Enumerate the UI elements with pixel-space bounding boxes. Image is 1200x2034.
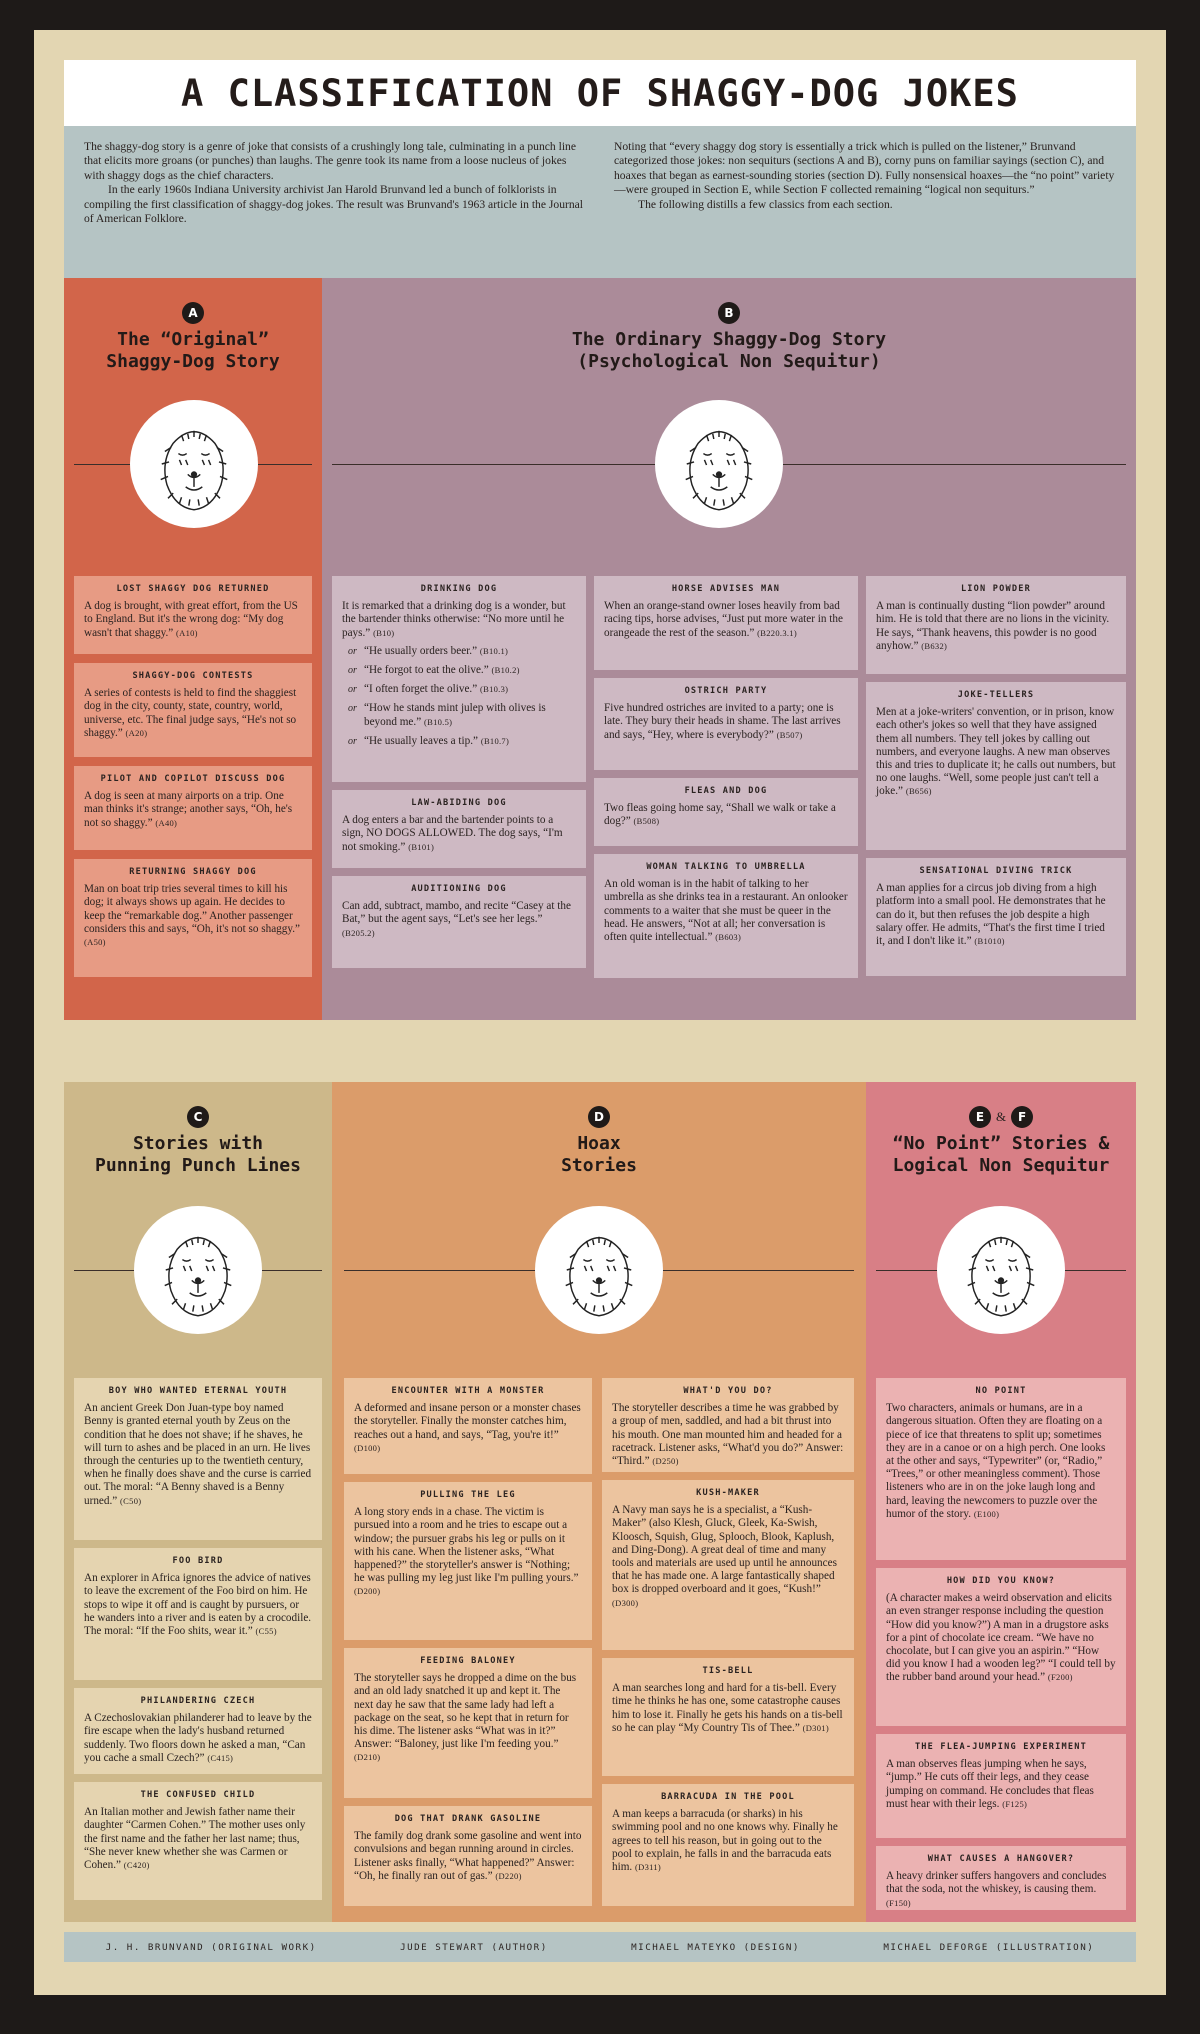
section-badge: B: [718, 302, 740, 324]
section-b: [322, 278, 1136, 1020]
alternate-text: [364, 664, 520, 677]
alternate-punchlines: [342, 645, 576, 748]
title-bar: [64, 60, 1136, 126]
card-body: [84, 600, 302, 640]
alternate-quote: “I often forget the olive.”: [364, 683, 478, 696]
card-title: JOKE-TELLERS: [957, 690, 1035, 700]
card-body: [876, 882, 1116, 948]
credit-item: JUDE STEWART (AUTHOR): [400, 1941, 548, 1953]
card-text: A long story ends in a chase. The victim is pursued into a room and he tries to escape out a window; the pursuer grabs his leg or pulls on it with his cane. When the listener asks, “What happened?” the storyteller's answer is “Nothing; he was pulling my leg just like I'm pulling yours.”: [354, 1506, 579, 1585]
section-title-line: The “Original”: [117, 329, 269, 350]
page-title: A CLASSIFICATION OF SHAGGY-DOG JOKES: [181, 71, 1019, 115]
section-title-line: Stories with: [132, 1133, 264, 1154]
card-text: A series of contests is held to find the shaggiest dog in the city, county, state, country, world, universe, etc. The final judge says, “He's not so shaggy.”: [84, 687, 297, 739]
card-body: [354, 1830, 582, 1883]
card-body: [612, 1402, 844, 1468]
poster-frame: [34, 30, 1166, 1995]
motif-code: (B1010): [974, 936, 1005, 947]
card-title: TIS-BELL: [702, 1666, 754, 1676]
joke-card: [876, 1734, 1126, 1838]
motif-code: (B10): [373, 627, 395, 638]
section-badge: D: [588, 1106, 610, 1128]
joke-card: [602, 1658, 854, 1776]
card-title: BARRACUDA IN THE POOL: [661, 1792, 795, 1802]
card-body: [84, 1572, 312, 1638]
card-text: A man applies for a circus job diving from a high platform into a small pool. He demonstrates that he can do it, but then refuses the job despite a high salary offer. He admits, “That's the first time I tried it, and I don't like it.”: [876, 882, 1106, 948]
motif-code: (B656): [905, 786, 932, 797]
card-body: [84, 1712, 312, 1765]
section-title-line: (Psychological Non Sequitur): [577, 351, 881, 372]
dog-with-sunglasses-icon: [130, 400, 258, 528]
section-c-header: [64, 1082, 332, 1177]
section-a-header: [64, 278, 322, 373]
card-body: [342, 900, 576, 940]
alternate-quote: “He usually leaves a tip.”: [364, 734, 479, 747]
motif-code: (A10): [176, 627, 198, 638]
motif-code: (B220.3.1): [757, 627, 797, 638]
card-title: WHAT CAUSES A HANGOVER?: [927, 1854, 1075, 1864]
card-title: LOST SHAGGY DOG RETURNED: [116, 584, 270, 594]
motif-code: (D100): [354, 1442, 381, 1453]
alternate-text: [364, 735, 509, 748]
motif-code: (B10.7): [480, 735, 510, 746]
motif-code: (D301): [802, 1722, 829, 1733]
card-text: A deformed and insane person or a monster chases the storyteller. Finally the monster catches him, reaches out a hand, and says, “Tag, you're it!”: [354, 1402, 581, 1441]
intro-paragraph: The following distills a few classics from each section.: [638, 197, 893, 211]
section-title-line: Logical Non Sequitur: [892, 1155, 1110, 1176]
section-title: [332, 1133, 866, 1177]
card-body: [342, 600, 576, 640]
joke-card: [332, 876, 586, 968]
card-title: OSTRICH PARTY: [684, 686, 768, 696]
alternate-punchline: [342, 702, 576, 728]
shaggy-dog-bows-icon: [134, 1206, 262, 1334]
motif-code: (D250): [652, 1456, 679, 1467]
card-title: DOG THAT DRANK GASOLINE: [394, 1814, 542, 1824]
joke-card: [344, 1378, 592, 1474]
section-title-line: Punning Punch Lines: [95, 1155, 301, 1176]
card-body: [876, 706, 1116, 798]
card-title: WOMAN TALKING TO UMBRELLA: [646, 862, 806, 872]
motif-code: (B205.2): [342, 927, 375, 938]
intro-paragraph: The shaggy-dog story is a genre of joke that consists of a crushingly long tale, culminating in a punch line that elicits more groans (or punches) than laughs. The genre took its name from a loose nucleus of jokes with shaggy dogs as the chief characters.: [84, 140, 576, 182]
bearded-dog-icon: [937, 1206, 1065, 1334]
card-text: A man keeps a barracuda (or sharks) in his swimming pool and no one knows why. Finally he agrees to tell his reason, but in going out to the pool to explain, he falls in and the barracuda eats him.: [612, 1808, 838, 1874]
card-title: NO POINT: [975, 1386, 1027, 1396]
card-body: [886, 1758, 1116, 1811]
motif-code: (F150): [886, 1897, 911, 1908]
card-text: The storyteller describes a time he was grabbed by a group of men, saddled, and had a bit thrust into his mouth. One man mounted him and headed for a racetrack. Listener asks, “What'd you do?” Answer: “Third.”: [612, 1402, 844, 1468]
card-text: A man searches long and hard for a tis-bell. Every time he thinks he has one, some catastrophe causes him to lose it. Finally he gets his hands on a tis-bell so he can play “My Country Tis of Thee.”: [612, 1682, 843, 1734]
card-text: Can add, subtract, mambo, and recite “Casey at the Bat,” but the agent says, “Let's see her legs.”: [342, 900, 571, 926]
motif-code: (B101): [408, 841, 435, 852]
section-title-line: Shaggy-Dog Story: [106, 351, 280, 372]
ampersand: &: [995, 1109, 1007, 1125]
card-title: KUSH-MAKER: [696, 1488, 760, 1498]
motif-code: (B10.3): [479, 684, 509, 695]
alternate-text: [364, 683, 508, 696]
card-text: (A character makes a weird observation and elicits an even stranger response including the question “How did you know?”) A man in a drugstore asks for a pint of chocolate ice cream. “We have no chocolate, but I can give you an aspirin.” “How did you know I had a wooden leg?” “I could tell by the rubber band around your head.”: [886, 1592, 1116, 1684]
alternate-quote: “He forgot to eat the olive.”: [364, 664, 489, 677]
joke-card: [74, 1548, 322, 1680]
motif-code: (F125): [1002, 1798, 1028, 1809]
credit-item: MICHAEL DEFORGE (ILLUSTRATION): [883, 1941, 1095, 1953]
card-text: The family dog drank some gasoline and went into convulsions and began running around in circles. Listener asks finally, “What happened?” Answer: “Oh, he finally ran out of gas.”: [354, 1830, 582, 1882]
joke-card: [74, 663, 312, 757]
card-text: Two fleas going home say, “Shall we walk or take a dog?”: [604, 802, 836, 828]
card-title: SHAGGY-DOG CONTESTS: [132, 671, 254, 681]
motif-code: (E100): [973, 1508, 1000, 1519]
card-text: The storyteller says he dropped a dime on the bus and an old lady snatched it up and kept it. The next day he saw that the same lady had left a package on the seat, so he kept that in return for his dime. The listener asks “What was in it?” Answer: “Baloney, just like I'm feeding you.”: [354, 1672, 577, 1751]
motif-code: (B10.2): [491, 665, 520, 676]
motif-code: (D220): [495, 1870, 522, 1881]
card-body: [84, 1402, 312, 1508]
card-text: Man on boat trip tries several times to kill his dog; it always shows up again. He decides to keep the “remarkable dog.” Another passenger considers this and says, “Oh, it's not so shaggy.”: [84, 883, 301, 935]
joke-card: [344, 1806, 592, 1906]
card-title: LAW-ABIDING DOG: [411, 798, 507, 808]
card-title: FEEDING BALONEY: [420, 1656, 516, 1666]
card-body: [612, 1504, 844, 1610]
joke-card: [602, 1378, 854, 1472]
motif-code: (C50): [120, 1495, 142, 1506]
card-text: Five hundred ostriches are invited to a party; one is late. They bury their heads in shame. The last arrives and says, “Hey, where is everybody?”: [604, 702, 841, 741]
card-title: PULLING THE LEG: [420, 1490, 516, 1500]
motif-code: (B508): [633, 816, 660, 827]
section-e-f: [866, 1082, 1136, 1922]
card-body: [612, 1808, 844, 1874]
section-e-f-header: [866, 1082, 1136, 1177]
motif-code: (F200): [1047, 1672, 1073, 1683]
section-badge: E: [969, 1106, 991, 1128]
card-title: FOO BIRD: [172, 1556, 224, 1566]
section-badge: F: [1011, 1106, 1033, 1128]
motif-code: (A50): [84, 937, 106, 948]
card-body: [604, 600, 848, 640]
section-title: [64, 1133, 332, 1177]
motif-code: (B10.5): [423, 716, 453, 727]
card-title: SENSATIONAL DIVING TRICK: [919, 866, 1073, 876]
card-body: [84, 790, 302, 830]
motif-code: (D200): [354, 1586, 381, 1597]
section-d: [332, 1082, 866, 1922]
card-title: THE FLEA-JUMPING EXPERIMENT: [914, 1742, 1088, 1752]
intro-panel: [64, 126, 1136, 278]
or-label: or: [348, 684, 357, 696]
motif-code: (A40): [155, 817, 178, 828]
card-title: HOW DID YOU KNOW?: [946, 1576, 1056, 1586]
joke-card: [332, 790, 586, 868]
section-title: [866, 1133, 1136, 1177]
card-title: LION POWDER: [960, 584, 1032, 594]
joke-card: [594, 778, 858, 846]
motif-code: (D210): [354, 1752, 381, 1763]
card-title: PILOT AND COPILOT DISCUSS DOG: [100, 774, 286, 784]
section-title-line: “No Point” Stories &: [892, 1133, 1110, 1154]
alternate-punchline: [342, 664, 576, 677]
intro-left-column: [84, 140, 588, 278]
card-body: [604, 802, 848, 828]
card-text: A dog is seen at many airports on a trip. One man thinks it's strange; another says, “Oh, he's not so shaggy.”: [84, 790, 293, 829]
card-body: [604, 702, 848, 742]
intro-right-column: [614, 140, 1118, 278]
joke-card: [594, 576, 858, 670]
section-b-header: [322, 278, 1136, 373]
joke-card: [74, 1688, 322, 1774]
joke-card: [74, 766, 312, 850]
motif-code: (C420): [123, 1860, 150, 1871]
or-label: or: [348, 645, 357, 657]
card-text: A heavy drinker suffers hangovers and concludes that the soda, not the whiskey, is causing them.: [886, 1870, 1107, 1896]
intro-paragraph: Noting that “every shaggy dog story is essentially a trick which is pulled on the listener,” Brunvand categorized those jokes: non sequiturs (sections A and B), corny puns on familiar sayings (section C), and hoaxes that began as earnest-sounding stories (section D). Fully nonsensical hoaxes—the “no point” variety—were grouped in Section E, while Section F collected remaining “logical non sequiturs.”: [614, 140, 1115, 197]
section-c: [64, 1082, 332, 1922]
card-body: [354, 1402, 582, 1455]
alternate-quote: “He usually orders beer.”: [364, 644, 478, 657]
alternate-punchline: [342, 683, 576, 696]
alternate-text: [364, 645, 508, 658]
or-label: or: [348, 665, 357, 677]
credits-footer: [64, 1932, 1136, 1962]
credit-item: MICHAEL MATEYKO (DESIGN): [631, 1941, 800, 1953]
card-title: PHILANDERING CZECH: [140, 1696, 256, 1706]
joke-card: [876, 1846, 1126, 1910]
joke-card: [344, 1482, 592, 1640]
card-text: An ancient Greek Don Juan-type boy named Benny is granted eternal youth by Zeus on the condition that he does not shave; if he shaves, he will turn to ashes and be placed in an urn. He lives through the centuries up to the twentieth century, when he finally does shave and the curse is carried out. The moral: “A Benny shaved is a Benny urned.”: [84, 1402, 312, 1507]
joke-card: [344, 1648, 592, 1798]
joke-card: [866, 576, 1126, 674]
card-body: [84, 687, 302, 740]
motif-code: (B632): [921, 640, 948, 651]
joke-card: [602, 1784, 854, 1906]
card-body: [354, 1672, 582, 1764]
joke-card: [876, 1378, 1126, 1560]
one-eyed-dog-icon: [535, 1206, 663, 1334]
card-text: When an orange-stand owner loses heavily from bad racing tips, horse advises, “Just put more water in the orangeade the rest of the season.”: [604, 600, 843, 639]
card-text: An Italian mother and Jewish father name their daughter “Carmen Cohen.” The mother uses only the first name and the father her last name; thus, “She never knew whether she was Carmen or Cohen.”: [84, 1806, 306, 1872]
alternate-punchline: [342, 645, 576, 658]
intro-paragraph: In the early 1960s Indiana University archivist Jan Harold Brunvand led a bunch of folklorists in compiling the first classification of shaggy-dog jokes. The result was Brunvand's 1963 article in the Journal of American Folklore.: [84, 183, 584, 226]
card-text: A man observes fleas jumping when he says, “jump.” He cuts off their legs, and they cease jumping on command. He concludes that fleas must hear with their legs.: [886, 1758, 1094, 1810]
card-body: [612, 1682, 844, 1735]
card-body: [342, 814, 576, 854]
card-text: Men at a joke-writers' convention, or in prison, know each other's jokes so well that they have assigned them all numbers. They tell jokes by calling out numbers, and everyone laughs. A new man observes this and tries to duplicate it; he calls out numbers, but no one laughs. “Well, some people just can't tell a joke.”: [876, 706, 1116, 798]
joke-card: [602, 1480, 854, 1650]
joke-card: [876, 1568, 1126, 1726]
card-title: HORSE ADVISES MAN: [671, 584, 781, 594]
alternate-punchline: [342, 735, 576, 748]
joke-card: [594, 854, 858, 978]
card-body: [886, 1592, 1116, 1684]
card-body: [876, 600, 1116, 653]
motif-code: (D311): [635, 1862, 662, 1873]
alternate-text: [364, 702, 576, 728]
motif-code: (B507): [776, 729, 803, 740]
motif-code: (A20): [125, 727, 148, 738]
section-badge: C: [187, 1106, 209, 1128]
joke-card: [332, 576, 586, 782]
joke-card: [74, 576, 312, 654]
card-body: [84, 1806, 312, 1872]
card-text: An explorer in Africa ignores the advice of natives to leave the excrement of the Foo bird on him. He stops to wipe it off and is caught by pursuers, or he wanders into a river and is eaten by a crocodile. The moral: “If the Foo shits, wear it.”: [84, 1572, 312, 1638]
card-text: A dog enters a bar and the bartender points to a sign, NO DOGS ALLOWED. The dog says, “I'm not smoking.”: [342, 814, 563, 853]
joke-card: [74, 1782, 322, 1900]
section-title-line: Stories: [561, 1155, 637, 1176]
joke-card: [866, 858, 1126, 976]
card-title: FLEAS AND DOG: [684, 786, 768, 796]
section-title: [64, 329, 322, 373]
alternate-quote: “How he stands mint julep with olives is beyond me.”: [364, 702, 546, 728]
section-badge: A: [182, 302, 204, 324]
or-label: or: [348, 703, 357, 715]
section-title: [322, 329, 1136, 373]
section-title-line: Hoax: [577, 1133, 621, 1154]
motif-code: (B603): [715, 932, 742, 943]
joke-card: [594, 678, 858, 770]
card-body: [604, 878, 848, 944]
card-title: RETURNING SHAGGY DOG: [129, 867, 257, 877]
card-title: ENCOUNTER WITH A MONSTER: [391, 1386, 545, 1396]
card-title: THE CONFUSED CHILD: [140, 1790, 256, 1800]
motif-code: (C415): [207, 1752, 234, 1763]
card-text: Two characters, animals or humans, are in a dangerous situation. Often they are floating on a piece of ice that threatens to split up; sometimes they are in a canoe or on a high perch. One looks at the other and says, “Typewriter” (or, “Radio,” “Trees,” or other meaningless comment). Those listeners who are in on the joke laugh long and hard, leaving the newcomers to puzzle over the humor of the story.: [886, 1402, 1106, 1520]
card-text: A dog is brought, with great effort, from the US to England. But it's the wrong dog: “My dog wasn't that shaggy.”: [84, 600, 298, 639]
card-text: It is remarked that a drinking dog is a wonder, but the bartender thinks otherwise: “No more until he pays.”: [342, 600, 566, 639]
motif-code: (D300): [612, 1597, 639, 1608]
motif-code: (C55): [255, 1626, 277, 1637]
card-body: [84, 883, 302, 949]
section-title-line: The Ordinary Shaggy-Dog Story: [571, 329, 887, 350]
card-title: DRINKING DOG: [420, 584, 498, 594]
card-text: An old woman is in the habit of talking to her umbrella as she drinks tea in a restaurant. An onlooker comments to a waiter that she must be queer in the head. He answers, “Not at all; her conversation is often quite intellectual.”: [604, 878, 848, 944]
card-body: [354, 1506, 582, 1598]
credit-item: J. H. BRUNVAND (ORIGINAL WORK): [105, 1941, 317, 1953]
card-text: A Navy man says he is a specialist, a “Kush-Maker” (also Klesh, Gluck, Gleek, Ka-Swish, Kloosch, Squish, Glug, Splooch, Blook, Kaplush, and Ding-Dong). A great deal of time and many tools and materials are used up until he announces that he has made one. A large fantastically shaped box is dropped overboard and it goes, “Kush!”: [612, 1504, 837, 1596]
or-label: or: [348, 735, 357, 747]
joke-card: [866, 682, 1126, 850]
card-text: A man is continually dusting “lion powder” around him. He is told that there are no lions in the vicinity. He says, “Thank heavens, this powder is no good anyhow.”: [876, 600, 1110, 652]
motif-code: (B10.1): [479, 645, 509, 656]
card-body: [886, 1402, 1116, 1521]
card-title: BOY WHO WANTED ETERNAL YOUTH: [108, 1386, 288, 1396]
section-a: [64, 278, 322, 1020]
joke-card: [74, 1378, 322, 1540]
card-title: WHAT'D YOU DO?: [683, 1386, 773, 1396]
section-d-header: [332, 1082, 866, 1177]
shaggy-dog-icon: [655, 400, 783, 528]
card-text: A Czechoslovakian philanderer had to leave by the fire escape when the lady's husband returned suddenly. Two floors down he asked a man, “Can you cache a small Czech?”: [84, 1712, 312, 1764]
card-title: AUDITIONING DOG: [411, 884, 507, 894]
joke-card: [74, 859, 312, 977]
card-body: [886, 1870, 1116, 1910]
